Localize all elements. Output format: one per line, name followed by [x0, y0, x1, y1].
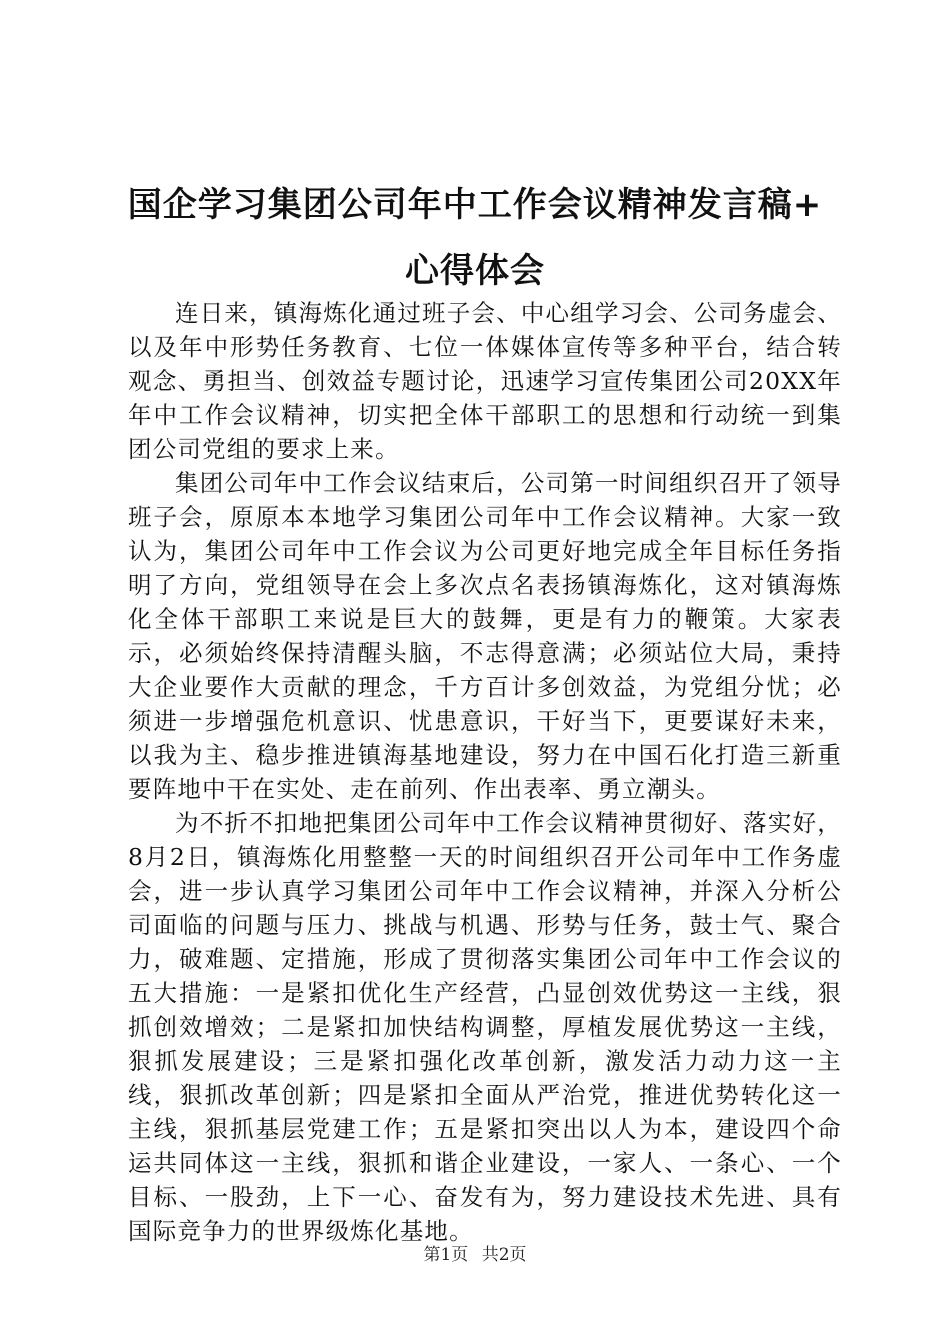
paragraph-2: 集团公司年中工作会议结束后，公司第一时间组织召开了领导班子会，原原本本地学习集团公司年中工作会议精神。大家一致认为，集团公司年中工作会议为公司更好地完成全年目标任务指明了方向，党组领导在会上多次点名表扬镇海炼化，这对镇海炼化全体干部职工来说是巨大的鼓舞，更是有力的鞭策。大家表示，必须始终保持清醒头脑，不志得意满；必须站位大局，秉持大企业要作大贡献的理念，千方百计多创效益，为党组分忧；必须进一步增强危机意识、忧患意识，干好当下，更要谋好未来，以我为主、稳步推进镇海基地建设，努力在中国石化打造三新重要阵地中干在实处、走在前列、作出表率、勇立潮头。	[128, 469, 842, 803]
paragraph-1: 连日来，镇海炼化通过班子会、中心组学习会、公司务虚会、以及年中形势任务教育、七位一体媒体宣传等多种平台，结合转观念、勇担当、创效益专题讨论，迅速学习宣传集团公司20XX年年中工作会议精神，切实把全体干部职工的思想和行动统一到集团公司党组的要求上来。	[128, 299, 842, 463]
title-line-2: 心得体会	[405, 251, 545, 291]
page-number: 第1页	[423, 1245, 469, 1265]
document-title	[110, 172, 840, 304]
document-body	[128, 296, 842, 1248]
title-line-1: 国企学习集团公司年中工作会议精神发言稿+	[127, 185, 823, 225]
paragraph-3: 为不折不扣地把集团公司年中工作会议精神贯彻好、落实好，8月2日，镇海炼化用整整一天的时间组织召开公司年中工作务虚会，进一步认真学习集团公司年中工作会议精神，并深入分析公司面临的问题与压力、挑战与机遇、形势与任务，鼓士气、聚合力，破难题、定措施，形成了贯彻落实集团公司年中工作会议的五大措施：一是紧扣优化生产经营，凸显创效优势这一主线，狠抓创效增效；二是紧扣加快结构调整，厚植发展优势这一主线，狠抓发展建设；三是紧扣强化改革创新，激发活力动力这一主线，狠抓改革创新；四是紧扣全面从严治党，推进优势转化这一主线，狠抓基层党建工作；五是紧扣突出以人为本，建设四个命运共同体这一主线，狠抓和谐企业建设，一家人、一条心、一个目标、一股劲，上下一心、奋发有为，努力建设技术先进、具有国际竞争力的世界级炼化基地。	[128, 809, 842, 1245]
page-footer	[0, 1243, 950, 1267]
page-total: 共2页	[481, 1245, 527, 1265]
